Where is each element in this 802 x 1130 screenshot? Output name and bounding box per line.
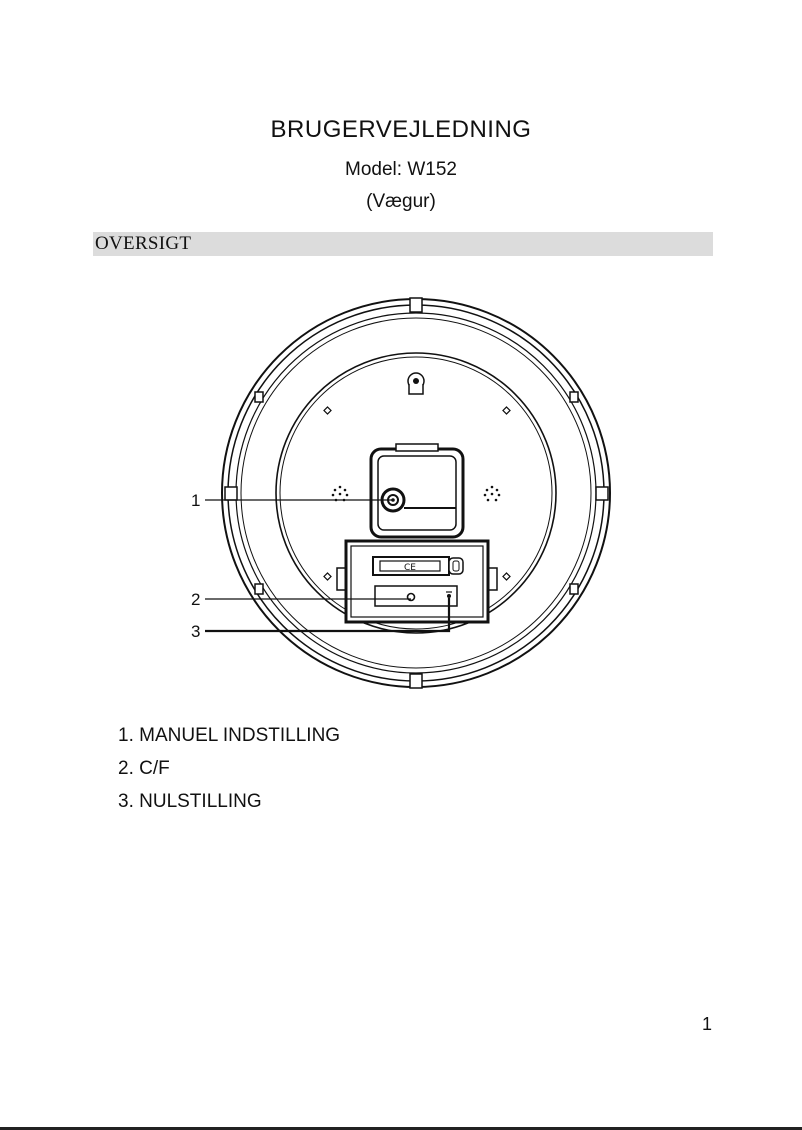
legend-item: 1. MANUEL INDSTILLING <box>118 725 341 746</box>
movement-housing <box>371 444 463 537</box>
section-title: OVERSIGT <box>95 233 192 254</box>
callout-3-label: 3 <box>191 622 201 641</box>
rim-clip-left <box>225 487 237 500</box>
parts-legend <box>118 723 340 822</box>
rim-clip-upper-right <box>570 392 578 402</box>
keyhole-hanger <box>408 373 424 394</box>
reset-button <box>447 594 451 598</box>
rim-clip-top <box>410 298 422 312</box>
ce-mark: CE <box>404 563 416 573</box>
model-label: Model: W152 <box>345 159 457 180</box>
rim-clip-lower-left <box>255 584 263 594</box>
document-title: BRUGERVEJLEDNING <box>270 116 532 143</box>
rim-clip-upper-left <box>255 392 263 402</box>
rim-clip-lower-right <box>570 584 578 594</box>
rim-clip-bottom <box>410 674 422 688</box>
speaker-holes-left <box>332 486 349 502</box>
product-type-label: (Vægur) <box>366 191 436 212</box>
page-number: 1 <box>702 1014 713 1034</box>
speaker-holes-right <box>484 486 501 502</box>
rim-clip-right <box>596 487 608 500</box>
legend-item: 3. NULSTILLING <box>118 791 262 812</box>
callout-2-label: 2 <box>191 590 201 609</box>
battery-compartment <box>337 541 497 622</box>
legend-item: 2. C/F <box>118 758 170 779</box>
callout-1-label: 1 <box>191 491 201 510</box>
